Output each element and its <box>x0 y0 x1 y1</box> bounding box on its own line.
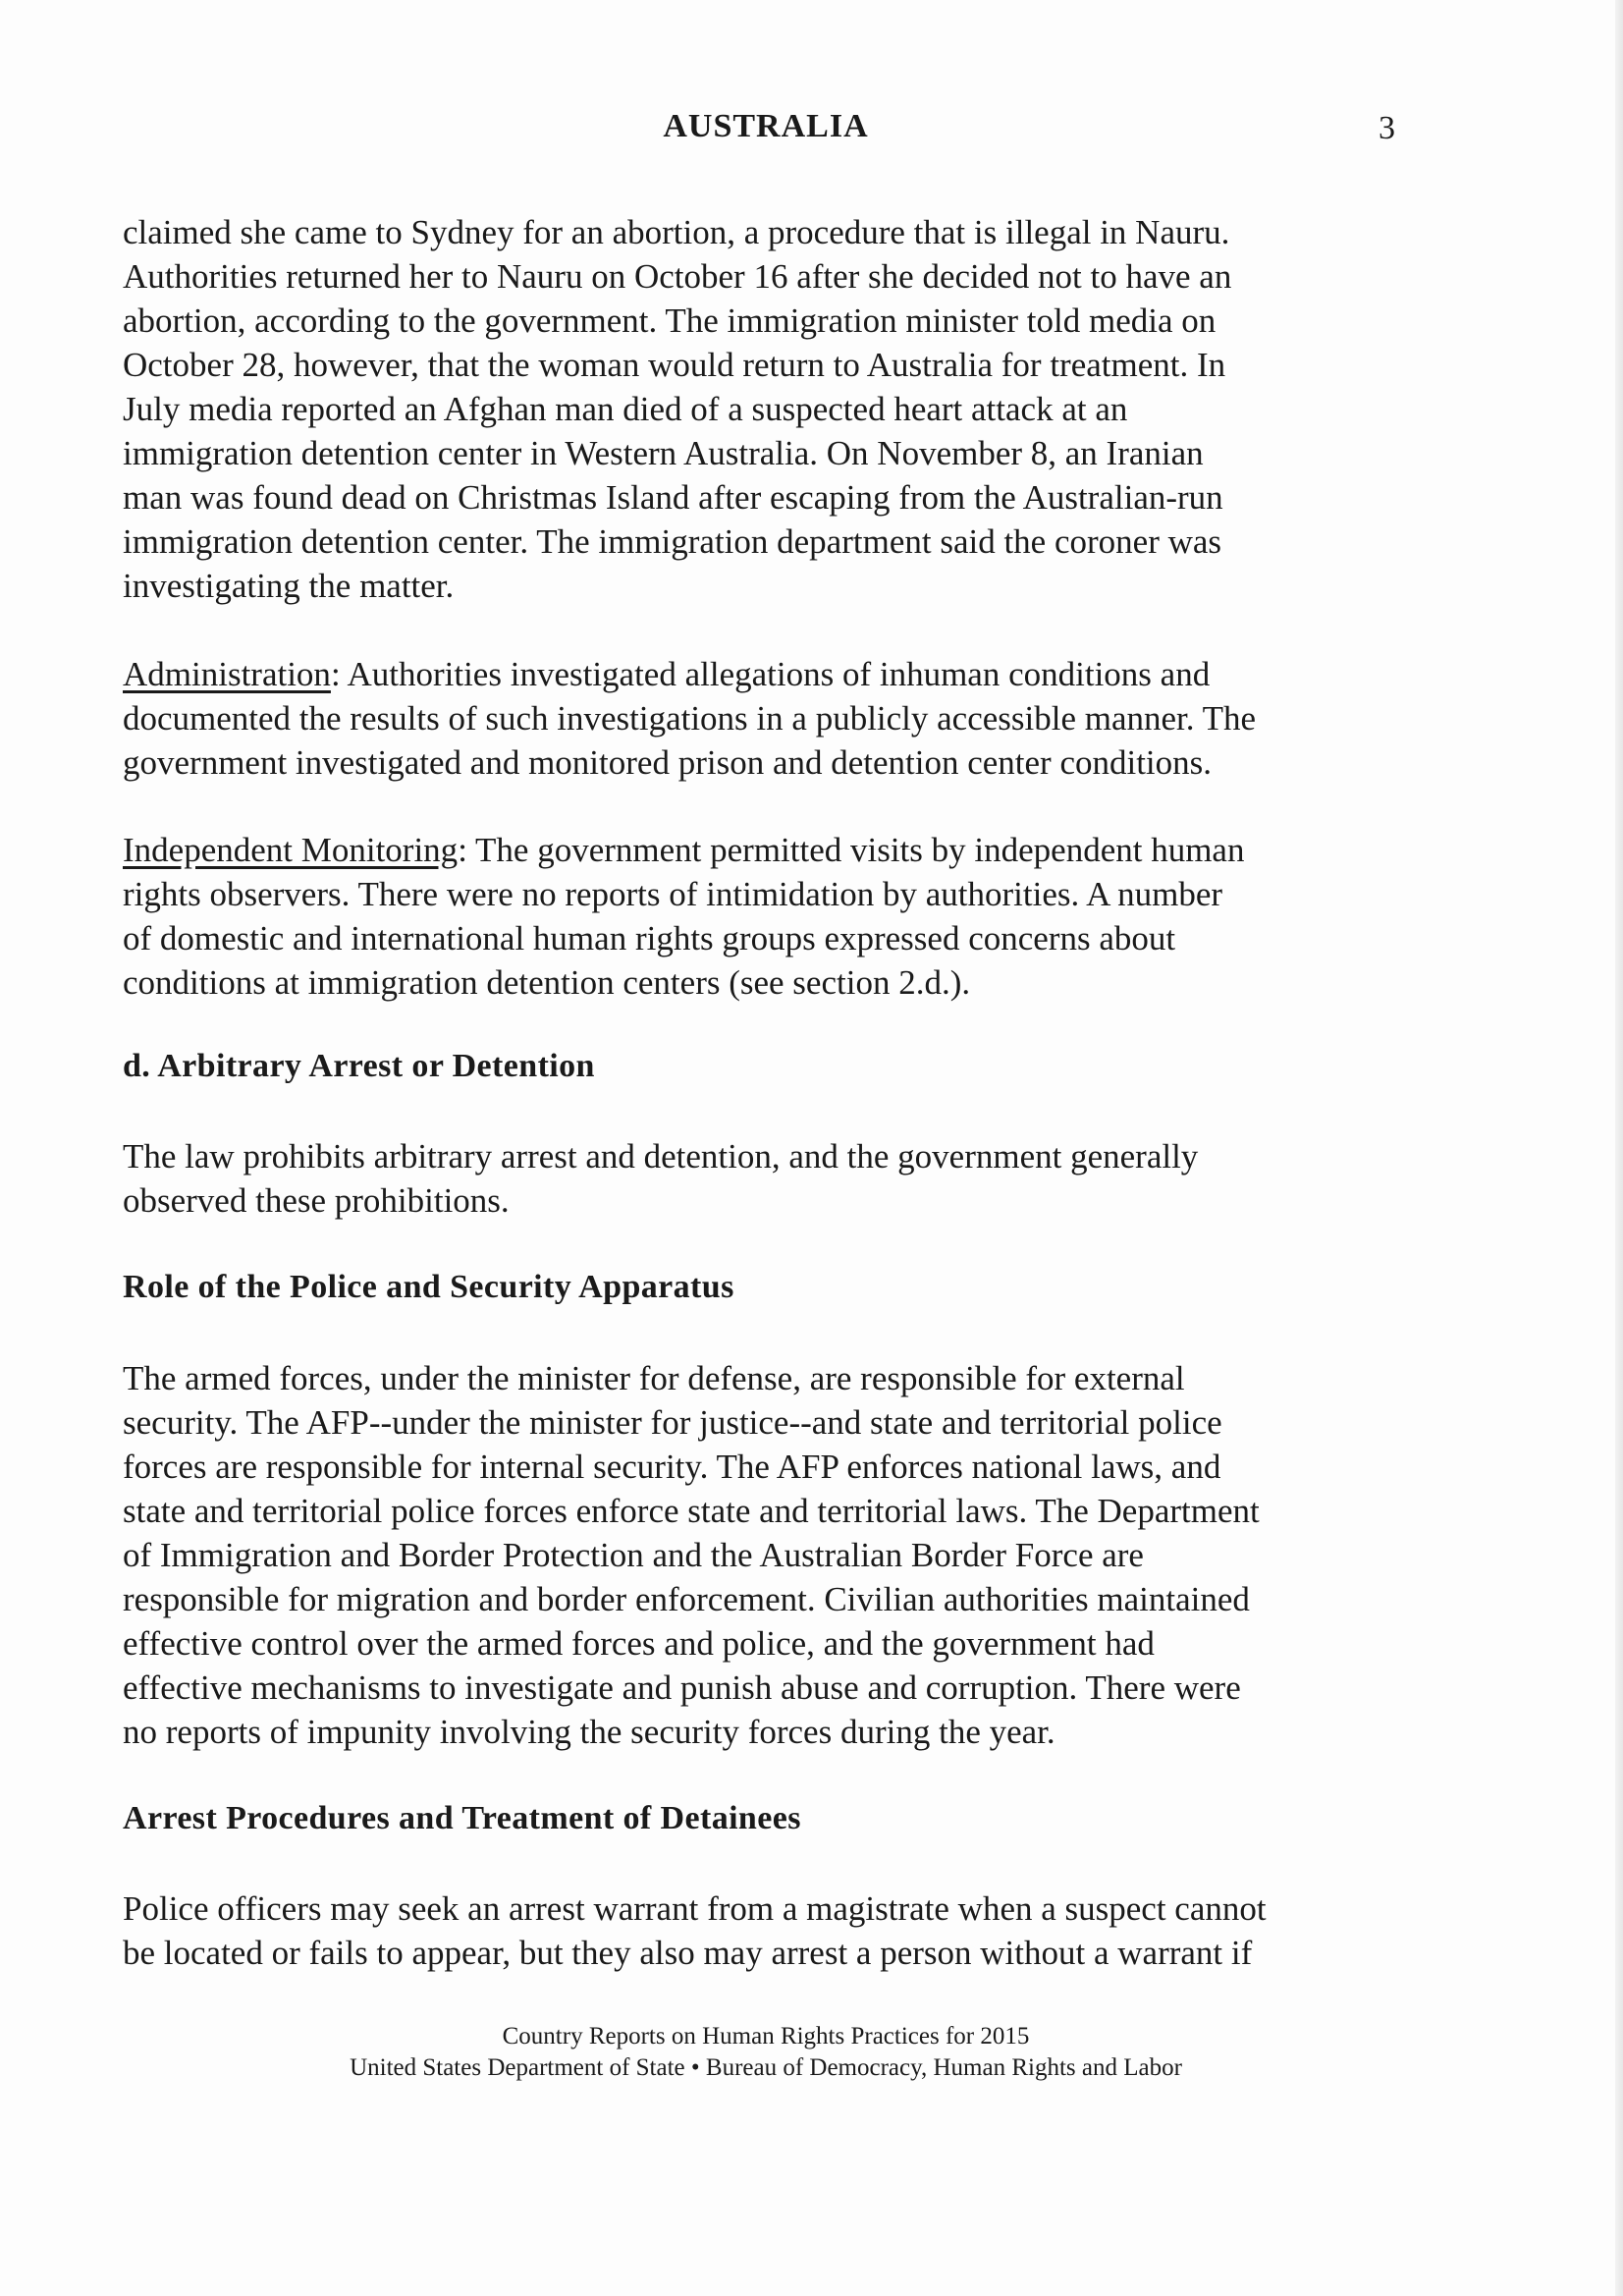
text-run: : Authorities investigated allegations of inhuman conditions and <box>330 655 1211 693</box>
text-line: effective control over the armed forces and police, and the government had <box>123 1624 1155 1663</box>
section-heading-arbitrary-arrest: d. Arbitrary Arrest or Detention <box>123 1048 595 1084</box>
section-heading-police: Role of the Police and Security Apparatus <box>123 1269 734 1305</box>
paragraph-police <box>123 1356 1419 1754</box>
text-line: security. The AFP--under the minister for justice--and state and territorial police <box>123 1403 1222 1442</box>
paragraph-administration <box>123 652 1419 785</box>
footer-department: United States Department of State • Bureau of Democracy, Human Rights and Labor <box>350 2054 1182 2081</box>
text-line: Police officers may seek an arrest warrant from a magistrate when a suspect cannot <box>123 1889 1267 1928</box>
paragraph-arbitrary-arrest <box>123 1134 1419 1223</box>
text-run: : The government permitted visits by independent human <box>458 831 1245 869</box>
text-line: of Immigration and Border Protection and the Australian Border Force are <box>123 1536 1144 1574</box>
paragraph-continued <box>123 210 1419 608</box>
text-line: conditions at immigration detention centers (see section 2.d.). <box>123 963 971 1002</box>
text-line: effective mechanisms to investigate and punish abuse and corruption. There were <box>123 1668 1241 1707</box>
subsection-label-administration: Administration <box>123 655 331 693</box>
text-line: immigration detention center in Western Australia. On November 8, an Iranian <box>123 434 1204 472</box>
text-line: investigating the matter. <box>123 567 455 605</box>
text-line: documented the results of such investigations in a publicly accessible manner. The <box>123 699 1257 738</box>
page-header-title: AUSTRALIA <box>663 108 869 144</box>
text-line: Authorities returned her to Nauru on October 16 after she decided not to have an <box>123 257 1232 296</box>
text-line: rights observers. There were no reports of intimidation by authorities. A number <box>123 875 1223 913</box>
text-line: no reports of impunity involving the security forces during the year. <box>123 1713 1055 1751</box>
text-line: claimed she came to Sydney for an abortion, a procedure that is illegal in Nauru. <box>123 213 1230 251</box>
page-footer <box>0 2021 1532 2084</box>
text-line: The armed forces, under the minister for defense, are responsible for external <box>123 1359 1185 1397</box>
text-line: be located or fails to appear, but they also may arrest a person without a warrant if <box>123 1934 1253 1972</box>
text-line: of domestic and international human rights groups expressed concerns about <box>123 919 1176 957</box>
text-line <box>123 828 1419 872</box>
text-line: October 28, however, that the woman would return to Australia for treatment. In <box>123 346 1226 384</box>
subsection-label-monitoring: Independent Monitoring <box>123 831 459 869</box>
text-line: state and territorial police forces enforce state and territorial laws. The Department <box>123 1492 1260 1530</box>
page-number: 3 <box>1379 110 1395 146</box>
text-line: forces are responsible for internal security. The AFP enforces national laws, and <box>123 1448 1221 1486</box>
text-line: man was found dead on Christmas Island after escaping from the Australian-run <box>123 478 1223 517</box>
text-line: immigration detention center. The immigration department said the coroner was <box>123 522 1222 561</box>
text-line: abortion, according to the government. The immigration minister told media on <box>123 301 1217 340</box>
text-line <box>123 652 1419 696</box>
section-heading-arrest-procedures: Arrest Procedures and Treatment of Detainees <box>123 1800 801 1836</box>
paragraph-arrest-procedures <box>123 1886 1419 1975</box>
text-line: responsible for migration and border enforcement. Civilian authorities maintained <box>123 1580 1250 1618</box>
page-edge-shadow <box>1615 0 1623 2296</box>
footer-report-title: Country Reports on Human Rights Practices for 2015 <box>502 2023 1030 2050</box>
text-line: observed these prohibitions. <box>123 1181 510 1220</box>
text-line: The law prohibits arbitrary arrest and detention, and the government generally <box>123 1137 1199 1175</box>
paragraph-independent-monitoring <box>123 828 1419 1005</box>
text-line: July media reported an Afghan man died of a suspected heart attack at an <box>123 390 1128 428</box>
text-line: government investigated and monitored prison and detention center conditions. <box>123 743 1213 782</box>
